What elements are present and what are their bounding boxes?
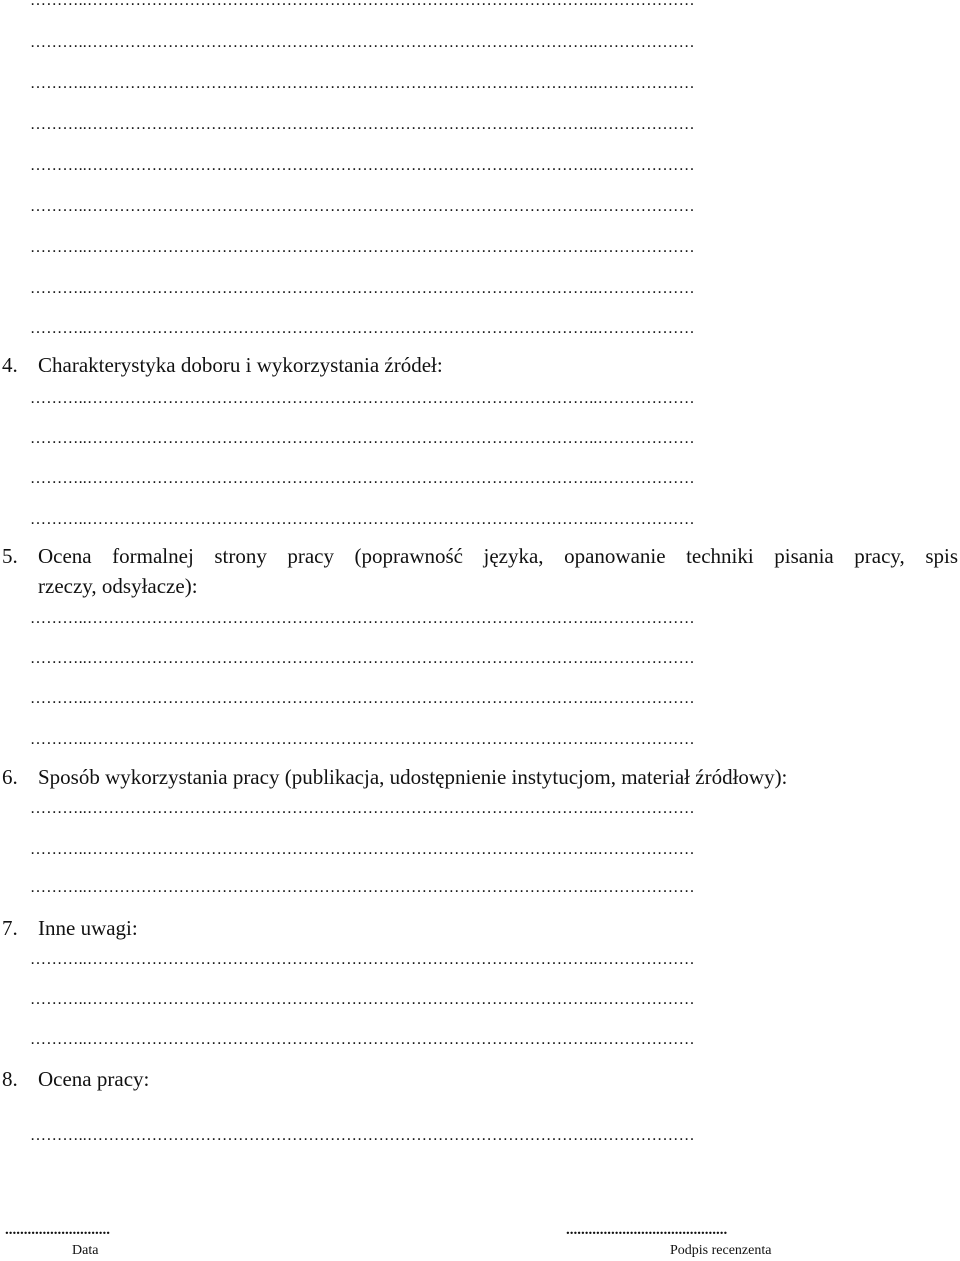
section-number: 6. xyxy=(2,765,18,789)
answer-line[interactable]: ………..…………………………………………………………………………………..……………… xyxy=(30,879,695,896)
answer-line[interactable]: ………..…………………………………………………………………………………..……………… xyxy=(30,116,695,133)
answer-line[interactable]: ………..…………………………………………………………………………………..……………… xyxy=(30,470,695,487)
section-number: 8. xyxy=(2,1067,18,1091)
answer-line[interactable]: ………..…………………………………………………………………………………..……………… xyxy=(30,157,695,174)
answer-line[interactable]: ………..…………………………………………………………………………………..……………… xyxy=(30,390,695,407)
answer-line[interactable]: ………..…………………………………………………………………………………..……………… xyxy=(30,951,695,968)
answer-line[interactable]: ………..…………………………………………………………………………………..……………… xyxy=(30,280,695,297)
reviewer-signature-field[interactable]: ........................................... xyxy=(566,1222,728,1238)
answer-line[interactable]: ………..…………………………………………………………………………………..……………… xyxy=(30,511,695,528)
answer-line[interactable]: ………..…………………………………………………………………………………..……………… xyxy=(30,610,695,627)
answer-line[interactable]: ………..…………………………………………………………………………………..……………… xyxy=(30,0,695,9)
answer-line[interactable]: ………..…………………………………………………………………………………..……………… xyxy=(30,841,695,858)
answer-line[interactable]: ………..…………………………………………………………………………………..……………… xyxy=(30,690,695,707)
section-number: 7. xyxy=(2,916,18,940)
answer-line[interactable]: ………..…………………………………………………………………………………..……………… xyxy=(30,650,695,667)
section-number: 5. xyxy=(2,544,18,568)
answer-line[interactable]: ………..…………………………………………………………………………………..……………… xyxy=(30,1127,695,1144)
section-title: Ocena formalnej strony pracy (poprawność języka, opanowanie techniki pisania pracy, spis xyxy=(38,544,958,568)
section-title: Charakterystyka doboru i wykorzystania źródeł: xyxy=(38,353,443,377)
answer-line[interactable]: ………..…………………………………………………………………………………..……………… xyxy=(30,991,695,1008)
answer-line[interactable]: ………..…………………………………………………………………………………..……………… xyxy=(30,1031,695,1048)
section-title: Ocena pracy: xyxy=(38,1067,150,1091)
answer-line[interactable]: ………..…………………………………………………………………………………..……………… xyxy=(30,198,695,215)
section-title: Inne uwagi: xyxy=(38,916,138,940)
answer-line[interactable]: ………..…………………………………………………………………………………..……………… xyxy=(30,731,695,748)
answer-line[interactable]: ………..…………………………………………………………………………………..……………… xyxy=(30,800,695,817)
reviewer-signature-label: Podpis recenzenta xyxy=(670,1243,772,1258)
answer-line[interactable]: ………..…………………………………………………………………………………..……………… xyxy=(30,430,695,447)
section-title: Sposób wykorzystania pracy (publikacja, udostępnienie instytucjom, materiał źródłowy): xyxy=(38,765,788,789)
section-number: 4. xyxy=(2,353,18,377)
section-title-continued: rzeczy, odsyłacze): xyxy=(38,574,198,598)
answer-line[interactable]: ………..…………………………………………………………………………………..……………… xyxy=(30,320,695,337)
date-label: Data xyxy=(72,1243,99,1258)
answer-line[interactable]: ………..…………………………………………………………………………………..……………… xyxy=(30,75,695,92)
answer-line[interactable]: ………..…………………………………………………………………………………..……………… xyxy=(30,239,695,256)
date-field[interactable]: ............................ xyxy=(5,1222,110,1238)
answer-line[interactable]: ………..…………………………………………………………………………………..……………… xyxy=(30,34,695,51)
